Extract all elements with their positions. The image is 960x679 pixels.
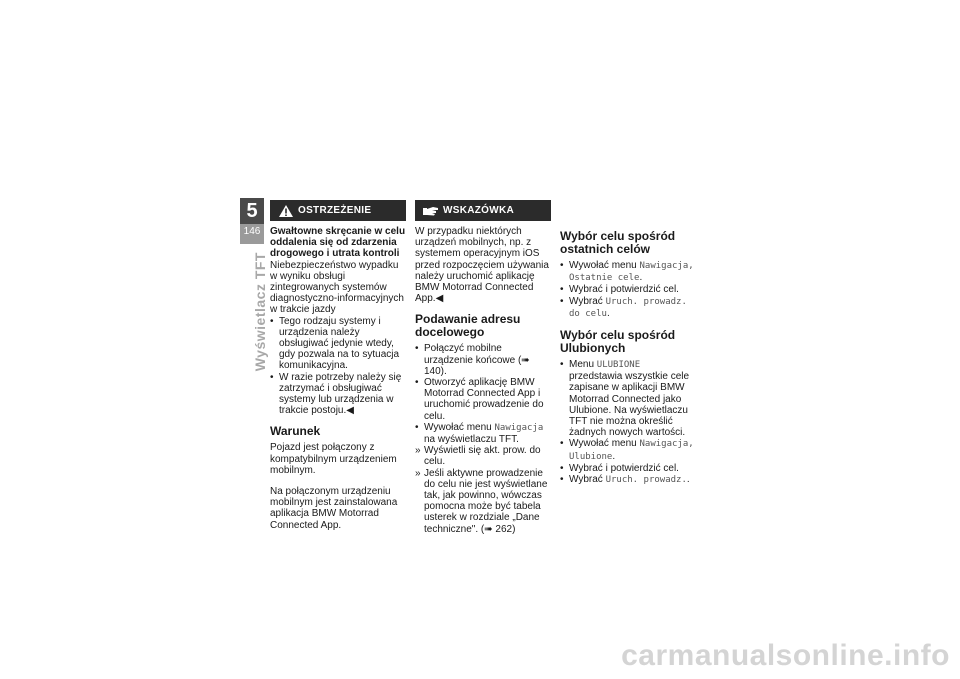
favorites-list bbox=[560, 359, 696, 486]
list-item: • Wybrać Uruch. prowadz.. bbox=[560, 474, 690, 486]
list-item: • Otworzyć aplikację BMW Motorrad Connected App i uruchomić prowadzenie do celu. bbox=[415, 377, 544, 422]
column-1 bbox=[270, 200, 406, 531]
favorites-heading: Wybór celu spośród Ulubionych bbox=[560, 328, 676, 356]
warning-header-label: OSTRZEŻENIE bbox=[298, 204, 372, 216]
list-item: • Wybrać Uruch. prowadz. do celu. bbox=[560, 295, 687, 319]
watermark: carmanualsonline.info bbox=[621, 639, 950, 672]
condition-paragraph: Pojazd jest połączony z kompatybilnym urządzeniem mobilnym. bbox=[270, 442, 397, 476]
column-2 bbox=[415, 200, 551, 535]
list-item: » Wyświetli się akt. prow. do celu. bbox=[415, 445, 541, 468]
warning-body: Niebezpieczeństwo wypadku w wyniku obsługi zintegrowanych systemów diagnostyczno-informacyjnych w trakcie jazdy bbox=[270, 259, 404, 316]
recent-list bbox=[560, 260, 696, 320]
list-item: • Wywołać menu Nawigacja, Ulubione. bbox=[560, 438, 694, 462]
list-item: • Wybrać i potwierdzić cel. bbox=[560, 284, 679, 296]
list-item: • Tego rodzaju systemy i urządzenia należy obsługiwać jedynie wtedy, gdy pozwala na to sytuacja komunikacyjna. bbox=[270, 315, 400, 372]
note-header bbox=[415, 200, 551, 221]
note-header-label: WSKAZÓWKA bbox=[443, 204, 515, 216]
note-body: W przypadku niektórych urządzeń mobilnych, np. z systemem operacyjnym iOS przed rozpoczęciem używania należy uruchomić aplikację BMW Motorrad Connected App.◀ bbox=[415, 226, 549, 305]
warning-triangle-icon bbox=[274, 205, 298, 217]
column-3 bbox=[560, 230, 696, 486]
condition-paragraph: Na połączonym urządzeniu mobilnym jest zainstalowana aplikacja BMW Motorrad Connected App. bbox=[270, 486, 398, 531]
list-item: • Menu ULUBIONE przedstawia wszystkie cele zapisane w aplikacji BMW Motorrad Connected jako Ulubione. Na wyświetlaczu TFT nie można określić żadnych nowych wartości. bbox=[560, 359, 690, 439]
warning-title: Gwałtowne skręcanie w celu oddalenia się od zdarzenia drogowego i utrata kontroli bbox=[270, 226, 406, 260]
list-item: • Wywołać menu Nawigacja, Ostatnie cele. bbox=[560, 260, 694, 284]
chapter-title: Wyświetlacz TFT bbox=[252, 252, 268, 372]
warning-list bbox=[270, 316, 406, 417]
chapter-tab bbox=[240, 198, 264, 244]
warning-header bbox=[270, 200, 406, 221]
list-item: • Wywołać menu Nawigacja na wyświetlaczu TFT. bbox=[415, 421, 544, 446]
list-item: • W razie potrzeby należy się zatrzymać i obsługiwać systemy lub urządzenia w trakcie postoju.◀ bbox=[270, 371, 402, 417]
address-list bbox=[415, 343, 551, 534]
list-item: • Wybrać i potwierdzić cel. bbox=[560, 462, 679, 474]
recent-heading: Wybór celu spośród ostatnich celów bbox=[560, 229, 676, 256]
note-hand-icon bbox=[419, 206, 443, 216]
list-item: • Połączyć mobilne urządzenie końcowe (➠ 140). bbox=[415, 343, 530, 377]
chapter-number: 5 bbox=[240, 198, 264, 224]
list-item: » Jeśli aktywne prowadzenie do celu nie jest wyświetlane tak, jak powinno, wówczas pomocna może być tabela usterek w rozdziale „Dane techniczne". (➠ 262) bbox=[415, 467, 548, 535]
page-number: 146 bbox=[243, 226, 261, 237]
address-heading: Podawanie adresu docelowego bbox=[415, 312, 521, 340]
condition-heading: Warunek bbox=[270, 424, 321, 439]
